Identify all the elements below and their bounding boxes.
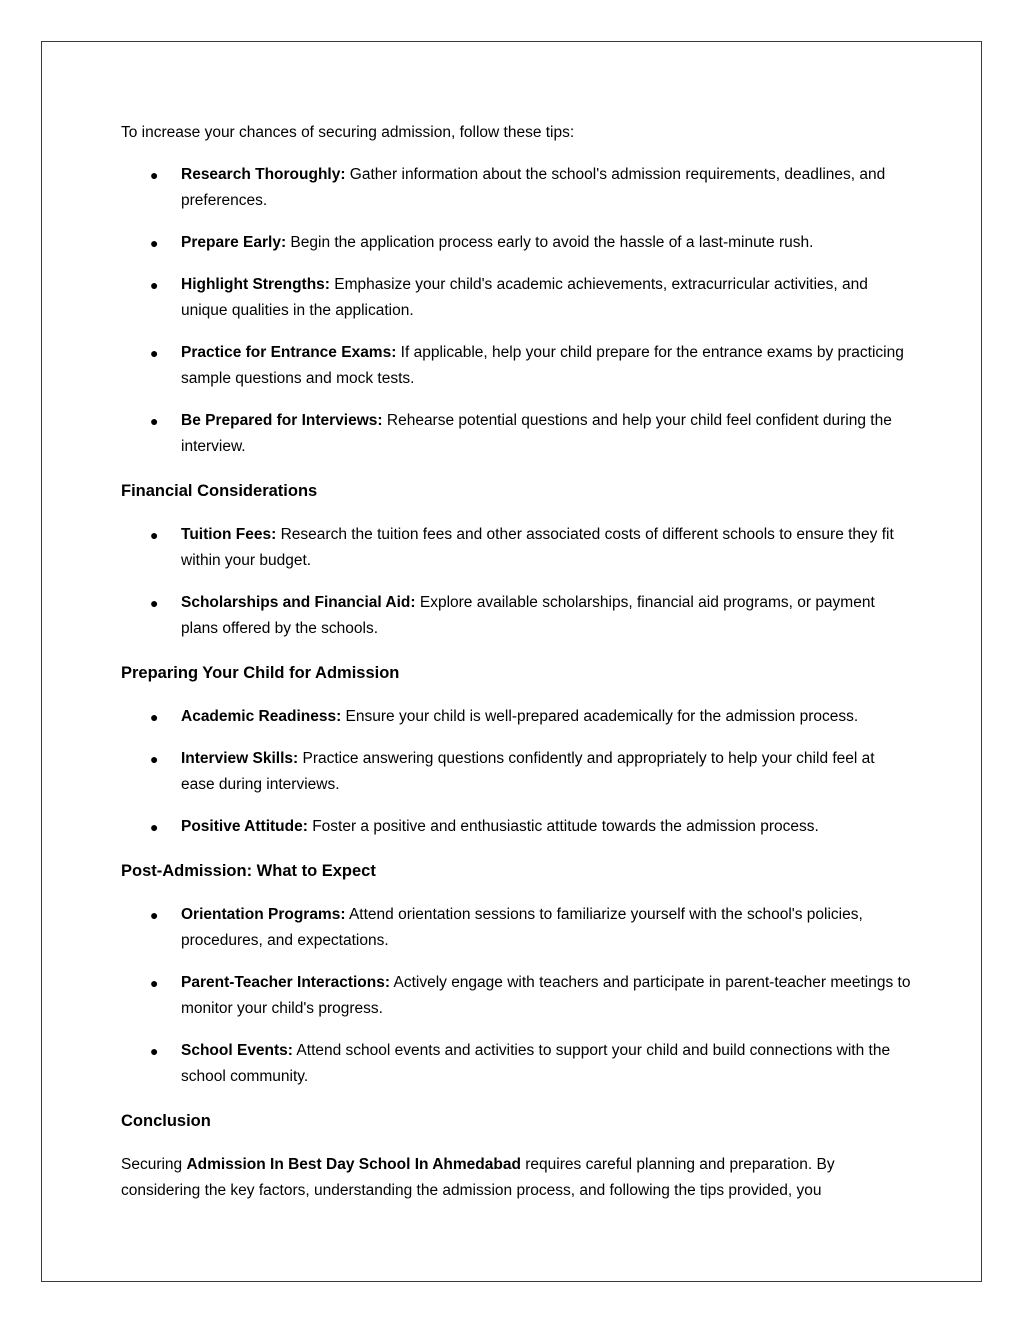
item-text: Gather information about the school's admission requirements, deadlines, and preferences. bbox=[181, 166, 886, 209]
conclusion-suffix: requires careful planning and preparation. By considering the key factors, understanding the admission process, and following the tips provided, you bbox=[121, 1156, 835, 1199]
bullet-icon: ● bbox=[150, 167, 159, 183]
list-item bbox=[121, 970, 911, 1022]
item-label: Orientation Programs: bbox=[181, 906, 346, 923]
list-item bbox=[121, 522, 911, 574]
item-text: Actively engage with teachers and participate in parent-teacher meetings to monitor your child's progress. bbox=[181, 974, 911, 1017]
item-text: Rehearse potential questions and help your child feel confident during the interview. bbox=[181, 412, 892, 455]
item-label: Academic Readiness: bbox=[181, 708, 342, 725]
bullet-icon: ● bbox=[150, 709, 159, 725]
item-label: Be Prepared for Interviews: bbox=[181, 412, 383, 429]
conclusion-prefix: Securing bbox=[121, 1156, 187, 1173]
item-text: If applicable, help your child prepare for the entrance exams by practicing sample questions and mock tests. bbox=[181, 344, 904, 387]
list-item bbox=[121, 340, 911, 392]
heading-conclusion: Conclusion bbox=[121, 1112, 211, 1130]
preparing-list bbox=[121, 704, 911, 840]
item-text: Emphasize your child's academic achievements, extracurricular activities, and unique qualities in the application. bbox=[181, 276, 868, 319]
tips-list bbox=[121, 162, 911, 460]
bullet-icon: ● bbox=[150, 751, 159, 767]
list-item bbox=[121, 590, 911, 642]
item-label: Parent-Teacher Interactions: bbox=[181, 974, 391, 991]
item-label: Tuition Fees: bbox=[181, 526, 277, 543]
conclusion-paragraph bbox=[121, 1152, 911, 1204]
intro-text: To increase your chances of securing admission, follow these tips: bbox=[121, 124, 575, 141]
heading-preparing: Preparing Your Child for Admission bbox=[121, 664, 400, 682]
list-item bbox=[121, 162, 911, 214]
heading-financial: Financial Considerations bbox=[121, 482, 318, 500]
list-item bbox=[121, 408, 911, 460]
item-label: Highlight Strengths: bbox=[181, 276, 330, 293]
item-text: Begin the application process early to avoid the hassle of a last-minute rush. bbox=[286, 234, 814, 251]
list-item bbox=[121, 814, 911, 840]
financial-list bbox=[121, 522, 911, 642]
item-label: Research Thoroughly: bbox=[181, 166, 346, 183]
bullet-icon: ● bbox=[150, 1043, 159, 1059]
bullet-icon: ● bbox=[150, 819, 159, 835]
bullet-icon: ● bbox=[150, 595, 159, 611]
document-body bbox=[121, 120, 911, 1204]
bullet-icon: ● bbox=[150, 413, 159, 429]
item-label: Interview Skills: bbox=[181, 750, 299, 767]
item-text: Attend orientation sessions to familiarize yourself with the school's policies, procedures, and expectations. bbox=[181, 906, 863, 949]
item-label: Scholarships and Financial Aid: bbox=[181, 594, 416, 611]
item-label: Prepare Early: bbox=[181, 234, 287, 251]
bullet-icon: ● bbox=[150, 345, 159, 361]
list-item bbox=[121, 272, 911, 324]
item-label: School Events: bbox=[181, 1042, 293, 1059]
item-text: Ensure your child is well-prepared academically for the admission process. bbox=[341, 708, 859, 725]
bullet-icon: ● bbox=[150, 975, 159, 991]
list-item bbox=[121, 1038, 911, 1090]
post-admission-list bbox=[121, 902, 911, 1090]
item-label: Practice for Entrance Exams: bbox=[181, 344, 397, 361]
bullet-icon: ● bbox=[150, 527, 159, 543]
bullet-icon: ● bbox=[150, 235, 159, 251]
bullet-icon: ● bbox=[150, 907, 159, 923]
list-item bbox=[121, 230, 911, 256]
item-text: Foster a positive and enthusiastic attitude towards the admission process. bbox=[307, 818, 819, 835]
list-item bbox=[121, 902, 911, 954]
list-item bbox=[121, 704, 911, 730]
item-label: Positive Attitude: bbox=[181, 818, 308, 835]
item-text: Explore available scholarships, financial aid programs, or payment plans offered by the schools. bbox=[181, 594, 875, 637]
item-text: Attend school events and activities to support your child and build connections with the school community. bbox=[181, 1042, 891, 1085]
item-text: Practice answering questions confidently and appropriately to help your child feel at ease during interviews. bbox=[181, 750, 875, 793]
list-item bbox=[121, 746, 911, 798]
item-text: Research the tuition fees and other associated costs of different schools to ensure they fit within your budget. bbox=[181, 526, 894, 569]
heading-post-admission: Post-Admission: What to Expect bbox=[121, 862, 376, 880]
conclusion-keyword: Admission In Best Day School In Ahmedabad bbox=[186, 1156, 521, 1173]
bullet-icon: ● bbox=[150, 277, 159, 293]
